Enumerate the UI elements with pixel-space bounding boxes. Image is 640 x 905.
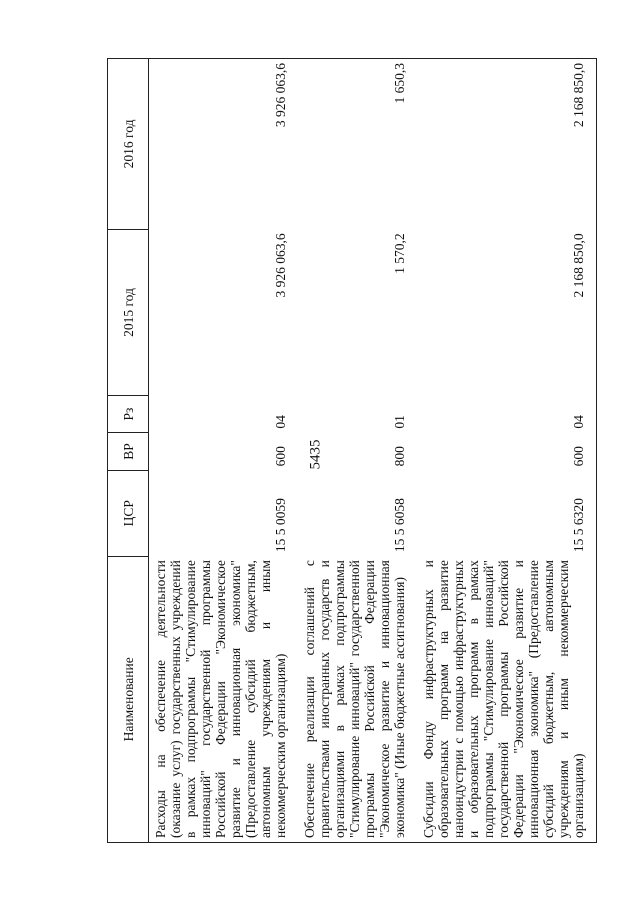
row-csr: 15 5 0059: [273, 498, 288, 553]
budget-table: [107, 58, 597, 843]
row-2016: 2 168 850,0: [417, 59, 597, 230]
row-vr: 600: [417, 433, 597, 471]
header-2016: 2016 год: [108, 59, 149, 230]
row-2015: 2 168 850,0: [417, 229, 597, 395]
header-rz: Рз: [108, 396, 149, 433]
header-name: Наименование: [108, 556, 149, 842]
page-number: 5435: [307, 439, 324, 470]
header-2015: 2015 год: [108, 229, 149, 395]
row-name: Обеспечение реализации соглашений с правительствами иностранных государств и организациями в рамках подпрограммы "Стимулирование инноваций" государственной программы Российской Федерации "Экономическое развитие и инновационная экономика" (Иные бюджетные ассигнования): [298, 556, 417, 842]
budget-table-rotated: [107, 58, 587, 843]
row-2016: 3 926 063,6: [149, 59, 299, 230]
row-rz: 01: [392, 415, 407, 429]
table-row: [149, 59, 299, 843]
header-csr: ЦСР: [108, 470, 149, 556]
table-row: [298, 59, 417, 843]
row-rz: 04: [273, 415, 288, 429]
row-2015: 3 926 063,6: [273, 233, 288, 298]
row-name: Субсидии Фонду инфраструктурных и образовательных программ на развитие наноиндустрии с помощью инфраструктурных и образовательных программ в рамках подпрограммы "Стимулирование инноваций" государственной программы Российской Федерации "Экономическое развитие и инновационная экономика" (Предоставление субсидий бюджетным, автономным учреждениям и иным некоммерческим организациям): [417, 556, 597, 842]
row-vr: 800: [392, 446, 407, 467]
table-row: [417, 59, 597, 843]
header-vr: ВР: [108, 433, 149, 471]
row-csr: 15 5 6058: [392, 498, 407, 553]
table-header-row: [108, 59, 149, 843]
row-name: Расходы на обеспечение деятельности (оказание услуг) государственных учреждений в рамках подпрограммы "Стимулирование инноваций" государственной программы Российской Федерации "Экономическое развитие и инновационная экономика" (Предоставление субсидий бюджетным, автономным учреждениям и иным некоммерческим организациям): [149, 556, 299, 842]
row-rz: 04: [417, 396, 597, 433]
row-csr: 15 5 6320: [417, 470, 597, 556]
row-vr: 600: [273, 446, 288, 467]
row-2016: 1 650,3: [298, 59, 417, 230]
row-2015: 1 570,2: [392, 233, 407, 274]
